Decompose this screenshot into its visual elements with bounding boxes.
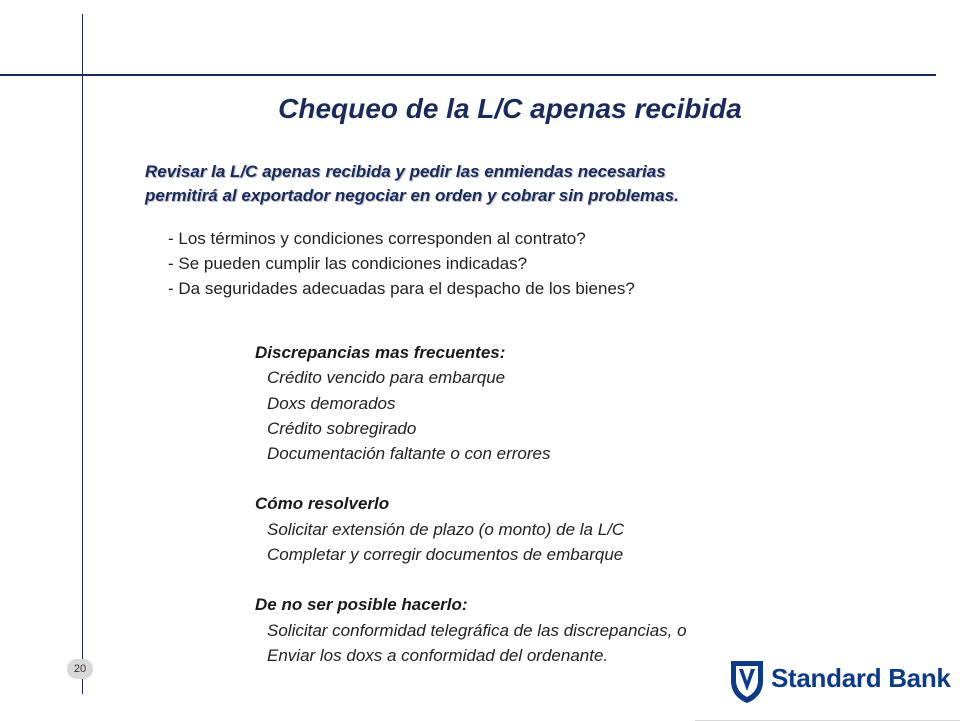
intro-paragraph bbox=[145, 160, 845, 208]
section-item: Solicitar extensión de plazo (o monto) de la L/C bbox=[267, 519, 625, 539]
logo-wordmark: Standard Bank bbox=[771, 663, 951, 693]
section-heading-de-no-ser-posible: De no ser posible hacerlo: bbox=[255, 595, 468, 615]
question-item: - Los términos y condiciones corresponden al contrato? bbox=[168, 229, 586, 248]
intro-line: permitirá al exportador negociar en orden y cobrar sin problemas. bbox=[145, 186, 679, 205]
question-item: - Se pueden cumplir las condiciones indicadas? bbox=[168, 254, 528, 273]
section-item: Documentación faltante o con errores bbox=[267, 444, 551, 464]
section-item: Solicitar conformidad telegráfica de las discrepancias, o bbox=[267, 620, 687, 640]
section-item: Crédito sobregirado bbox=[267, 418, 417, 438]
slide-title: Chequeo de la L/C apenas recibida bbox=[278, 93, 742, 124]
question-item: - Da seguridades adecuadas para el despacho de los bienes? bbox=[168, 279, 635, 298]
section-item: Doxs demorados bbox=[267, 393, 396, 413]
section-heading-discrepancias: Discrepancias mas frecuentes: bbox=[255, 343, 506, 362]
page-number: 20 bbox=[67, 659, 93, 679]
section-spacer bbox=[255, 567, 875, 592]
section-item: Crédito vencido para embarque bbox=[267, 368, 506, 388]
standard-bank-shield-icon bbox=[729, 659, 765, 705]
section-item: Enviar los doxs a conformidad del ordenante. bbox=[267, 645, 609, 665]
horizontal-rule bbox=[0, 74, 936, 76]
section-heading-como-resolverlo: Cómo resolverlo bbox=[255, 494, 390, 514]
checklist-questions bbox=[168, 226, 848, 301]
section-item: Completar y corregir documentos de embarque bbox=[267, 545, 624, 565]
standard-bank-logo bbox=[695, 641, 960, 721]
section-spacer bbox=[255, 466, 875, 491]
discrepancy-sections bbox=[255, 340, 875, 668]
intro-line: Revisar la L/C apenas recibida y pedir las enmiendas necesarias bbox=[145, 162, 666, 181]
